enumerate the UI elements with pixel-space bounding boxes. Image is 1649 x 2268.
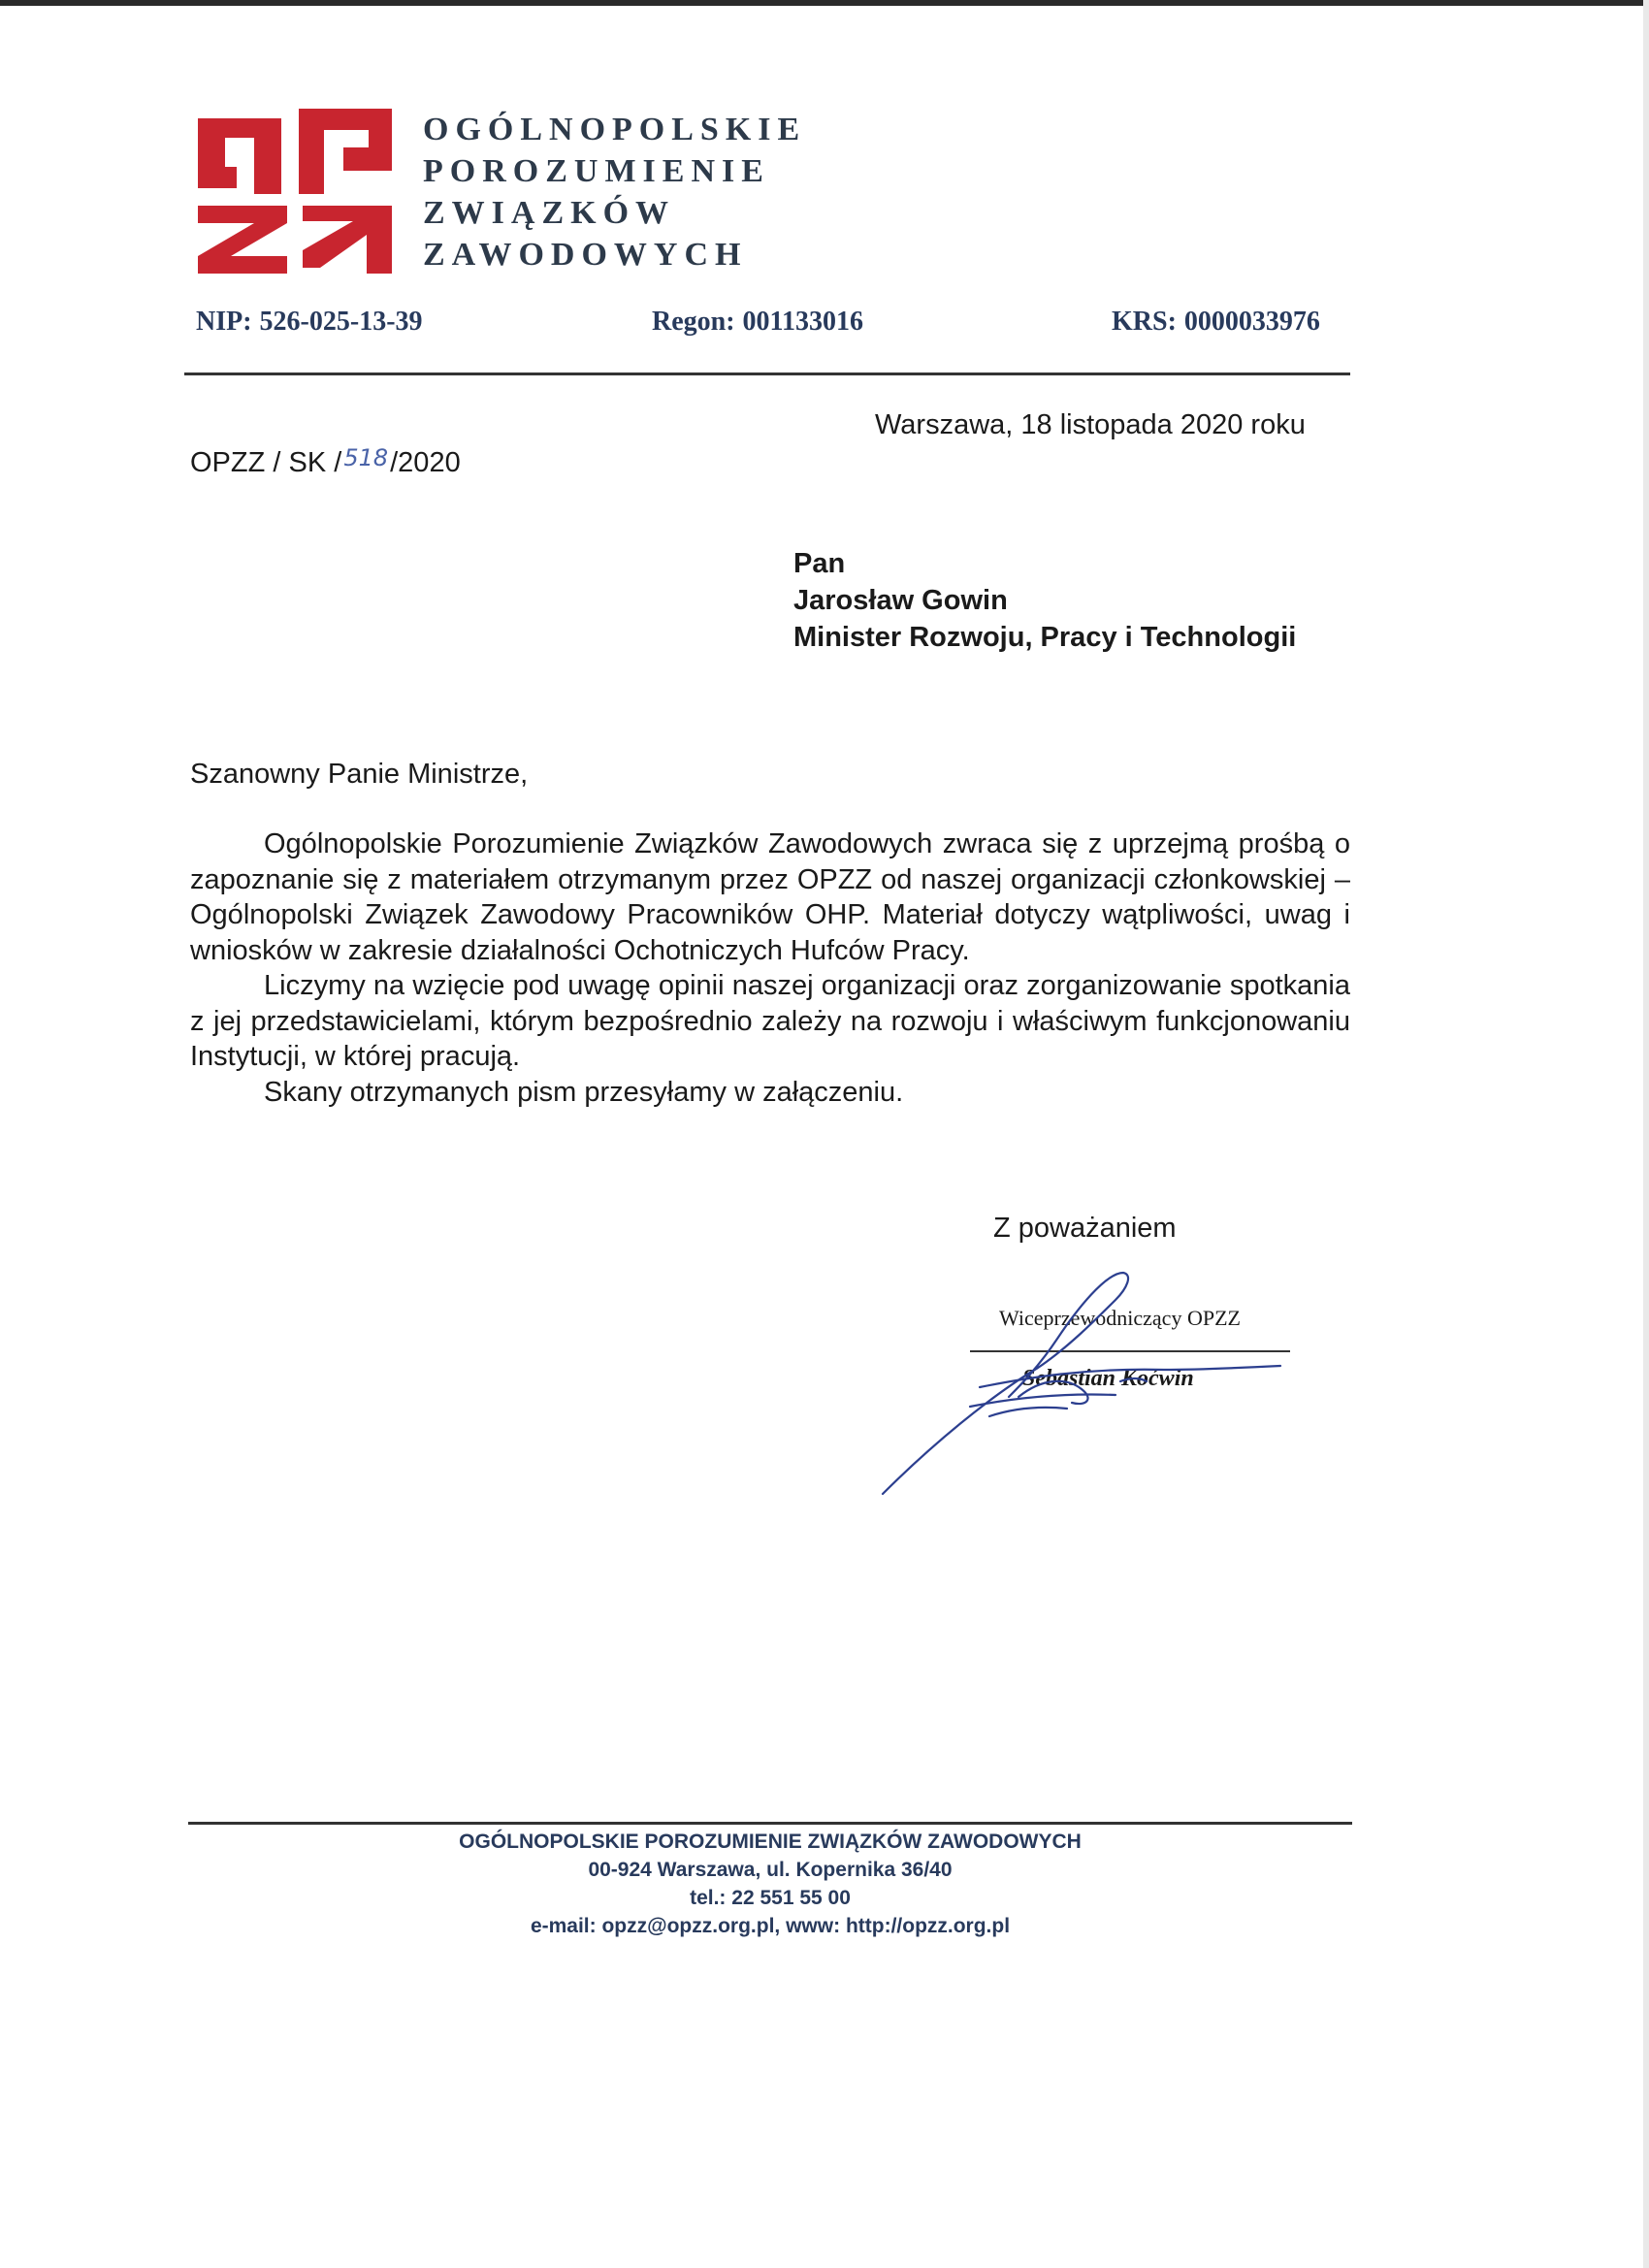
- header-divider: [184, 373, 1350, 375]
- krs-field: [1112, 307, 1320, 338]
- footer: [188, 1828, 1352, 1940]
- body-paragraph-2: Liczymy na wzięcie pod uwagę opinii naszej organizacji oraz zorganizowanie spotkania z jej przedstawicielami, którym bezpośrednio zależy na rozwoju i właściwym funkcjonowaniu Instytucji, w której pracują.: [190, 970, 1350, 1072]
- regon-field: [652, 307, 863, 338]
- nip-value: 526-025-13-39: [259, 307, 423, 337]
- recipient-block: [793, 545, 1296, 656]
- signer-title: Wiceprzewodniczący OPZZ: [999, 1306, 1241, 1330]
- footer-address: 00-924 Warszawa, ul. Kopernika 36/40: [588, 1859, 953, 1881]
- footer-www-link[interactable]: http://opzz.org.pl: [845, 1915, 1011, 1937]
- footer-phone: 22 551 55 00: [731, 1887, 851, 1909]
- org-name-line-3: ZWIĄZKÓW: [423, 195, 676, 231]
- letter-date: Warszawa, 18 listopada 2020 roku: [875, 409, 1306, 440]
- closing: Z poważaniem: [993, 1213, 1177, 1244]
- footer-org: OGÓLNOPOLSKIE POROZUMIENIE ZWIĄZKÓW ZAWODOWYCH: [459, 1831, 1082, 1853]
- regon-label: Regon:: [652, 307, 735, 337]
- footer-phone-line: [188, 1884, 1352, 1912]
- footer-contact-line: e-mail: opzz@opzz.org.pl, www: http://opzz.org.pl: [530, 1915, 1011, 1937]
- letter-body: [190, 826, 1350, 1110]
- scan-edge-right: [1643, 0, 1649, 2268]
- footer-divider: [188, 1822, 1352, 1825]
- footer-phone-label: tel.:: [690, 1887, 727, 1909]
- footer-email-link[interactable]: opzz@opzz.org.pl: [601, 1915, 775, 1937]
- salutation: Szanowny Panie Ministrze,: [190, 759, 529, 790]
- opzz-logo-icon: [198, 109, 392, 274]
- recipient-line-2: Jarosław Gowin: [793, 585, 1008, 616]
- org-name-line-1: OGÓLNOPOLSKIE: [423, 112, 807, 147]
- recipient-line-1: Pan: [793, 548, 846, 579]
- body-paragraph-3: Skany otrzymanych pism przesyłamy w załączeniu.: [264, 1076, 904, 1108]
- nip-label: NIP:: [196, 307, 252, 337]
- nip-field: [196, 307, 423, 338]
- body-paragraph-1: Ogólnopolskie Porozumienie Związków Zawodowych zwraca się z uprzejmą prośbą o zapoznanie się z materiałem otrzymanym przez OPZZ od naszej organizacji członkowskiej – Ogólnopolski Związek Zawodowy Pracowników OHP. Materiał dotyczy wątpliwości, uwag i wniosków w zakresie działalności Ochotniczych Hufców Pracy.: [190, 828, 1350, 966]
- reference-number: [190, 444, 461, 479]
- recipient-line-3: Minister Rozwoju, Pracy i Technologii: [793, 622, 1297, 653]
- reference-suffix: /2020: [390, 447, 461, 478]
- krs-value: 0000033976: [1183, 307, 1320, 337]
- reference-prefix: OPZZ / SK /: [190, 447, 342, 478]
- handwritten-signature-icon: [873, 1261, 1300, 1504]
- krs-label: KRS:: [1112, 307, 1177, 337]
- org-name-line-4: ZAWODOWYCH: [423, 237, 748, 273]
- reference-handwritten-number: 518: [343, 444, 389, 471]
- signer-name: Sebastian Koćwin: [1022, 1366, 1194, 1391]
- scan-edge-top: [0, 0, 1649, 6]
- footer-email-label: e-mail:: [530, 1915, 597, 1937]
- org-name: [423, 109, 806, 275]
- footer-www-label: www:: [786, 1915, 841, 1937]
- regon-value: 001133016: [742, 307, 864, 337]
- org-name-line-2: POROZUMIENIE: [423, 153, 770, 189]
